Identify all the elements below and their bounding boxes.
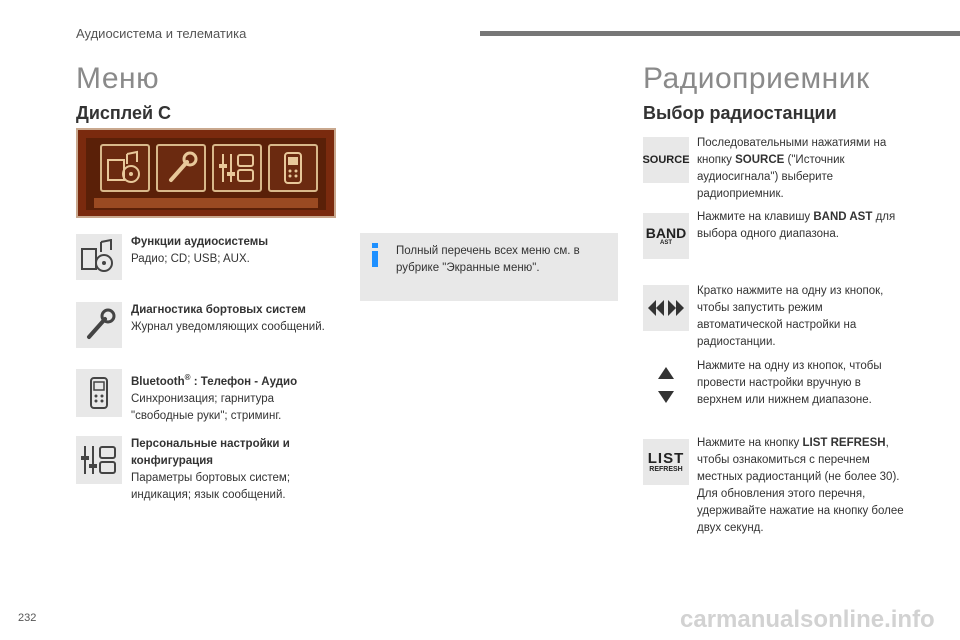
selection-bar <box>94 198 318 208</box>
page-number: 232 <box>18 612 37 624</box>
item-body: Синхронизация; гарнитура "свободные руки"; стриминг. <box>131 392 282 422</box>
phone-tile-icon <box>268 144 318 192</box>
item-heading <box>131 369 331 391</box>
left-item-personal-settings <box>131 436 331 504</box>
display-subtitle: Дисплей С <box>76 103 172 123</box>
registered-sup: ® <box>184 373 191 382</box>
section-header: Аудиосистема и телематика <box>76 26 247 41</box>
item-body: Радио; CD; USB; AUX. <box>131 253 250 265</box>
item-heading: Персональные настройки и конфигурация <box>131 438 290 467</box>
item-heading: Функции аудиосистемы <box>131 236 269 248</box>
ast-label: AST <box>660 240 672 246</box>
text-bold: SOURCE <box>735 154 785 166</box>
item-heading: Диагностика бортовых систем <box>131 304 306 316</box>
text-pre: Нажмите на клавишу <box>697 211 814 223</box>
source-label: SOURCE <box>642 154 690 166</box>
list-label: LIST <box>647 450 685 467</box>
source-button-icon <box>643 137 689 183</box>
right-item-list-refresh <box>697 435 907 537</box>
info-text: Полный перечень всех меню см. в рубрике "Экранные меню". <box>396 245 580 274</box>
station-select-subtitle: Выбор радиостанции <box>643 103 837 123</box>
item-body: Параметры бортовых систем; индикация; язык сообщений. <box>131 472 291 501</box>
left-item-diagnostics <box>131 302 331 336</box>
audio-functions-icon <box>76 234 122 280</box>
right-item-manual: Нажмите на одну из кнопок, чтобы провести настройки вручную в верхнем или нижнем диапазоне. <box>697 360 882 406</box>
header-bar <box>480 31 960 36</box>
heading-post: : Телефон - Аудио <box>190 375 298 388</box>
settings-tile-icon <box>212 144 262 192</box>
list-extra-text: Для обновления этого перечня, удерживайте нажатие на кнопку более двух секунд. <box>697 488 904 534</box>
item-body: Журнал уведомляющих сообщений. <box>131 321 325 333</box>
wrench-icon <box>76 302 122 348</box>
watermark: carmanualsonline.info <box>680 606 935 633</box>
text-bold: LIST REFRESH <box>802 437 886 449</box>
right-item-seek: Кратко нажмите на одну из кнопок, чтобы запустить режим автоматической настройки на радиостанции. <box>697 285 884 348</box>
wrench-tile-icon <box>156 144 206 192</box>
band-label: BAND <box>645 225 687 241</box>
info-icon <box>370 243 380 267</box>
right-item-band <box>697 209 907 243</box>
left-item-bluetooth <box>131 369 331 425</box>
list-main-text <box>697 435 907 486</box>
right-item-source <box>697 135 907 203</box>
radio-title: Радиоприемник <box>643 62 870 95</box>
refresh-label: REFRESH <box>649 466 683 473</box>
menu-title: Меню <box>76 62 160 95</box>
text-post: для выбора одного диапазона. <box>697 211 896 240</box>
text-bold: BAND AST <box>813 211 873 223</box>
text-post: ("Источник аудиосигнала") выберите радиоприемник. <box>697 154 845 200</box>
text-pre: Нажмите на кнопку <box>697 437 803 449</box>
audio-tile-icon <box>100 144 150 192</box>
settings-icon <box>76 436 122 484</box>
phone-icon <box>76 369 122 417</box>
display-c-screen <box>76 128 336 218</box>
seek-arrows-icon <box>643 285 689 331</box>
list-refresh-button-icon <box>643 439 689 485</box>
heading-pre: Bluetooth <box>131 375 185 388</box>
left-item-audio <box>131 234 331 268</box>
info-note <box>360 233 618 301</box>
up-down-arrows-icon <box>643 362 689 408</box>
text-pre: Последовательными нажатиями на кнопку <box>697 137 887 166</box>
text-post: , чтобы ознакомиться с перечнем местных радиостанций (не более 30). <box>697 437 900 483</box>
band-ast-button-icon <box>643 213 689 259</box>
